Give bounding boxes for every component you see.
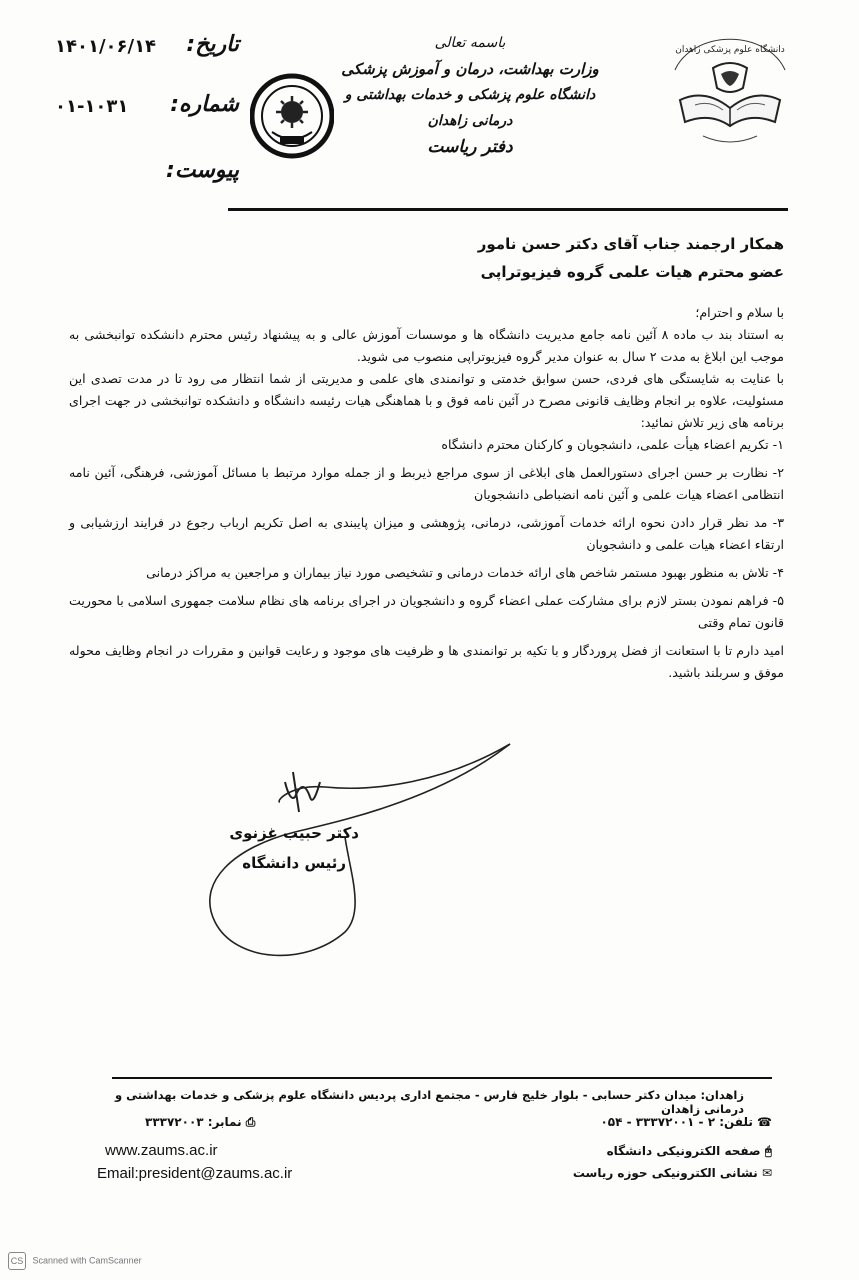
paragraph-appointment: به استناد بند ب ماده ۸ آئین نامه جامع مدیریت دانشگاه ها و موسسات آموزش عالی و به پیشنهاد رئیس محترم دانشکده توانبخشی به موجب این ابلاغ به مدت ۲ سال به عنوان مدیر گروه فیزیوتراپی منصوب می شوید. xyxy=(69,327,784,364)
greeting: با سلام و احترام؛ xyxy=(695,305,784,320)
footer-web-label: 🖰 صفحه الکترونیکی دانشگاه xyxy=(606,1144,772,1158)
list-item: ۵- فراهم نمودن بستر لازم برای مشارکت عملی اعضاء گروه و دانشجویان در اجرای برنامه های نظام سلامت جمهوری اسلامی با محوریت قانون تمام وقتی xyxy=(69,593,784,630)
paragraph-expectations: با عنایت به شایستگی های فردی، حسن سوابق خدمتی و توانمندی های علمی و مدیریتی از شما انتظار می رود تا در مدت تصدی این مسئولیت، علاوه بر انجام وظایف قانونی مصرح در آئین نامه فوق و با هماهنگی هیات رئیسه دانشگاه و دانشکده توانبخشی در جهت اجرای برنامه های زیر تلاش نمائید: xyxy=(69,371,784,430)
website-link[interactable]: www.zaums.ac.ir xyxy=(105,1142,218,1159)
header-divider xyxy=(228,208,788,211)
signer-title: رئیس دانشگاه xyxy=(242,854,347,872)
list-item: ۲- نظارت بر حسن اجرای دستورالعمل های ابلاغی از سوی مراجع ذیربط و از جمله موارد مرتبط با مسائل آموزشی، فرهنگی، آئین نامه انتظامی اعضاء هیات علمی و آئین نامه انضباطی دانشجویان xyxy=(69,465,784,502)
recipient-name: همکار ارجمند جناب آقای دکتر حسن نامور xyxy=(477,235,784,253)
phone-icon: ☎ xyxy=(757,1115,772,1129)
footer-address: زاهدان: میدان دکتر حسابی - بلوار خلیج فارس - مجتمع اداری پردیس دانشگاه علوم پزشکی و خدمات بهداشتی و درمانی زاهدان xyxy=(114,1088,744,1116)
web-icon: 🖰 xyxy=(764,1144,772,1158)
letter-body xyxy=(69,302,784,684)
footer-email-label: ✉ نشانی الکترونیکی حوزه ریاست xyxy=(572,1166,772,1180)
attachment-label: پیوست: xyxy=(166,158,239,183)
ministry-name: وزارت بهداشت، درمان و آموزش پزشکی xyxy=(341,60,599,78)
fax-icon: ⎙ xyxy=(245,1115,256,1129)
list-item: ۱- تکریم اعضاء هیأت علمی، دانشجویان و کارکنان محترم دانشگاه xyxy=(441,437,784,452)
email-icon: ✉ xyxy=(761,1166,772,1180)
letterhead xyxy=(330,30,610,160)
covid-emblem-icon xyxy=(250,70,334,166)
footer-phone: ☎ تلفن: ۲ - ۳۳۳۷۲۰۰۱ - ۰۵۴ xyxy=(600,1115,772,1129)
closing-paragraph: امید دارم تا با استعانت از فضل پروردگار و با تکیه بر توانمندی ها و ظرفیت های موجود و رعایت قوانین و مقررات در انجام وظایف محوله موفق و سربلند باشید. xyxy=(69,643,784,680)
date-label: تاریخ: xyxy=(186,32,239,57)
office-name: دفتر ریاست xyxy=(427,137,513,157)
university-logo-icon xyxy=(665,30,795,154)
recipient-block xyxy=(478,230,784,286)
footer-divider xyxy=(112,1077,772,1079)
list-item: ۳- مد نظر قرار دادن نحوه ارائه خدمات آموزشی، درمانی، پژوهشی و میزان پایبندی به اصل تکریم ارباب رجوع در فرایند ارزشیابی و ارتقاء اعضاء هیات علمی و دانشجویان xyxy=(69,515,784,552)
number-label: شماره: xyxy=(170,92,239,117)
scanner-watermark: CS Scanned with CamScanner xyxy=(8,1252,142,1270)
letter-number: ۰۱-۱۰۳۱ xyxy=(55,96,129,117)
email-link[interactable]: Email:president@zaums.ac.ir xyxy=(97,1165,293,1182)
basmala: باسمه تعالی xyxy=(434,35,506,51)
logo-arc-text: دانشگاه علوم پزشکی زاهدان xyxy=(675,45,785,55)
list-item: ۴- تلاش به منظور بهبود مستمر شاخص های ارائه خدمات درمانی و تشخیصی مورد نیاز بیماران و مراجعین به مراکز درمانی xyxy=(146,565,784,580)
signature-block xyxy=(229,818,359,878)
signer-name: دکتر حبیب غزنوی xyxy=(229,824,359,842)
date-value: ۱۴۰۱/۰۶/۱۴ xyxy=(55,36,157,57)
university-name: دانشگاه علوم پزشکی و خدمات بهداشتی و درمانی زاهدان xyxy=(344,87,596,129)
camscanner-logo-icon: CS xyxy=(8,1252,26,1270)
recipient-position: عضو محترم هیات علمی گروه فیزیوتراپی xyxy=(480,263,784,281)
footer-fax: ⎙ نمابر: ۳۳۳۷۲۰۰۳ xyxy=(145,1115,256,1129)
